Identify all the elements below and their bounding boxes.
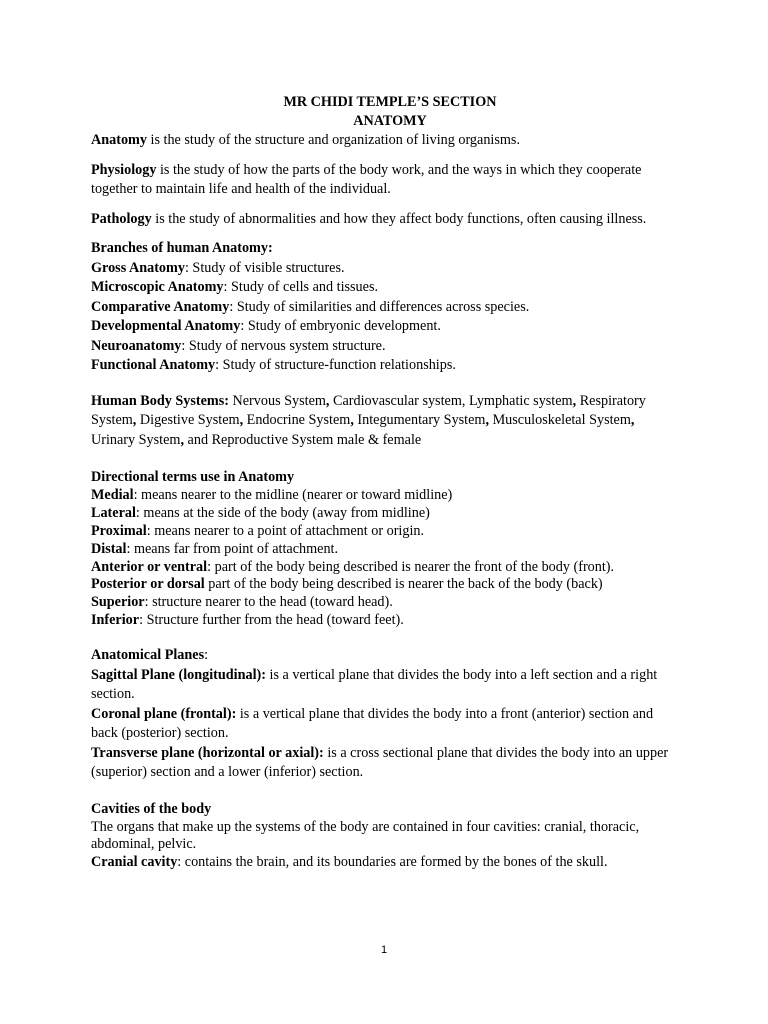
definition-physiology [91, 161, 677, 200]
plane-term: Sagittal Plane (longitudinal): [91, 666, 266, 683]
directional-term: Distal [91, 540, 127, 557]
directional-text: : structure nearer to the head (toward head). [144, 594, 393, 611]
definition-text: is the study of how the parts of the body work, and the ways in which they cooperate together to maintain life and health of the individual. [91, 161, 642, 197]
definition-text: is the study of abnormalities and how they affect body functions, often causing illness. [151, 210, 647, 227]
directional-item [91, 559, 677, 577]
directional-text: : means at the side of the body (away from midline) [135, 504, 430, 521]
system-item: Urinary System [91, 431, 181, 448]
directional-term: Posterior or dorsal [91, 576, 205, 593]
definition-anatomy [91, 131, 677, 151]
title-line-2: ANATOMY [353, 113, 427, 129]
branches-section [91, 239, 677, 376]
branch-term: Developmental Anatomy [91, 318, 241, 334]
definition-term: Pathology [91, 210, 152, 227]
directional-term: Proximal [91, 522, 147, 539]
separator: , [485, 412, 490, 428]
title-line-1: MR CHIDI TEMPLE’S SECTION [283, 94, 497, 110]
branch-text: : Study of similarities and differences across species. [229, 298, 530, 315]
directional-text: : Structure further from the head (toward feet). [139, 612, 404, 629]
branch-item [91, 298, 677, 318]
directional-term: Inferior [91, 612, 140, 629]
planes-heading-text: Anatomical Planes [91, 647, 205, 664]
planes-heading-suffix: : [204, 647, 209, 664]
separator: , [325, 392, 330, 409]
separator: , [630, 412, 635, 428]
branch-text: : Study of structure-function relationships. [215, 357, 456, 373]
directional-text: : means nearer to the midline (nearer or toward midline) [133, 486, 453, 503]
definition-term: Anatomy [91, 132, 147, 148]
separator: , [180, 431, 184, 448]
plane-item [91, 705, 677, 744]
definition-text: is the study of the structure and organization of living organisms. [146, 132, 520, 148]
directional-item [91, 594, 677, 612]
cavities-section [91, 801, 677, 873]
system-item: and Reproductive System male & female [187, 431, 422, 448]
system-item: Integumentary System [357, 412, 486, 428]
branch-text: : Study of nervous system structure. [181, 337, 386, 354]
directional-text: : part of the body being described is nearer the front of the body (front). [207, 558, 615, 575]
branch-text: : Study of embryonic development. [240, 318, 441, 334]
directional-term: Lateral [91, 504, 136, 521]
separator: , [350, 412, 354, 428]
branch-text: : Study of visible structures. [184, 259, 345, 276]
definition-term: Physiology [91, 161, 157, 178]
body-systems-label: Human Body Systems: [91, 392, 229, 409]
directional-section [91, 469, 677, 630]
cavity-item [91, 854, 677, 872]
cavities-heading [91, 801, 677, 819]
branches-heading [91, 239, 677, 259]
directional-item [91, 487, 677, 505]
plane-item [91, 744, 677, 783]
directional-term: Superior [91, 594, 145, 611]
plane-text: is a cross sectional plane that divides the body into an upper (superior) section and a lower (inferior) section. [91, 744, 669, 781]
branch-item [91, 259, 677, 279]
document-title [91, 93, 677, 131]
cavity-term: Cranial cavity [91, 854, 178, 871]
branch-term: Gross Anatomy [91, 259, 185, 276]
system-item: Musculoskeletal System [492, 412, 631, 428]
plane-term: Coronal plane (frontal): [91, 705, 237, 722]
directional-item [91, 505, 677, 523]
system-item: Endocrine System [246, 412, 351, 428]
branch-term: Comparative Anatomy [91, 298, 230, 315]
cavity-text: : contains the brain, and its boundaries are formed by the bones of the skull. [177, 854, 608, 871]
branch-term: Functional Anatomy [91, 357, 216, 373]
cavities-heading-text: Cavities of the body [91, 800, 212, 817]
plane-item [91, 666, 677, 705]
directional-heading-text: Directional terms use in Anatomy [91, 469, 295, 485]
system-item: Digestive System [139, 412, 240, 428]
branch-item [91, 337, 677, 357]
body-systems-paragraph [91, 392, 677, 451]
cavities-intro: The organs that make up the systems of the body are contained in four cavities: cranial, thoracic, abdominal, pelvic. [91, 818, 640, 853]
directional-heading [91, 469, 677, 487]
planes-section [91, 646, 677, 783]
system-item: Nervous System [232, 392, 326, 409]
directional-item [91, 612, 677, 630]
directional-term: Medial [91, 486, 134, 503]
separator: , [132, 412, 137, 428]
branch-item [91, 278, 677, 298]
directional-text: : means nearer to a point of attachment or origin. [146, 522, 425, 539]
directional-item [91, 576, 677, 594]
directional-item [91, 523, 677, 541]
planes-heading [91, 646, 677, 666]
definition-pathology [91, 210, 677, 230]
system-item: Respiratory System [91, 392, 646, 428]
branch-item [91, 317, 677, 337]
directional-text: : means far from point of attachment. [126, 540, 339, 557]
page-content [91, 93, 677, 872]
separator: , [572, 392, 577, 409]
branches-heading-text: Branches of human Anatomy: [91, 240, 273, 256]
separator: , [239, 412, 244, 428]
plane-term: Transverse plane (horizontal or axial): [91, 744, 324, 761]
plane-text: is a vertical plane that divides the body into a front (anterior) section and back (posterior) section. [91, 705, 654, 742]
branch-item [91, 356, 677, 376]
branch-term: Neuroanatomy [91, 337, 182, 354]
page-number: 1 [380, 944, 388, 956]
system-item: Cardiovascular system, Lymphatic system [333, 392, 573, 409]
plane-text: is a vertical plane that divides the body into a left section and a right section. [91, 666, 658, 703]
branch-text: : Study of cells and tissues. [223, 279, 379, 295]
branch-term: Microscopic Anatomy [91, 279, 224, 295]
directional-item [91, 541, 677, 559]
directional-term: Anterior or ventral [91, 558, 208, 575]
directional-text: part of the body being described is nearer the back of the body (back) [204, 576, 603, 593]
